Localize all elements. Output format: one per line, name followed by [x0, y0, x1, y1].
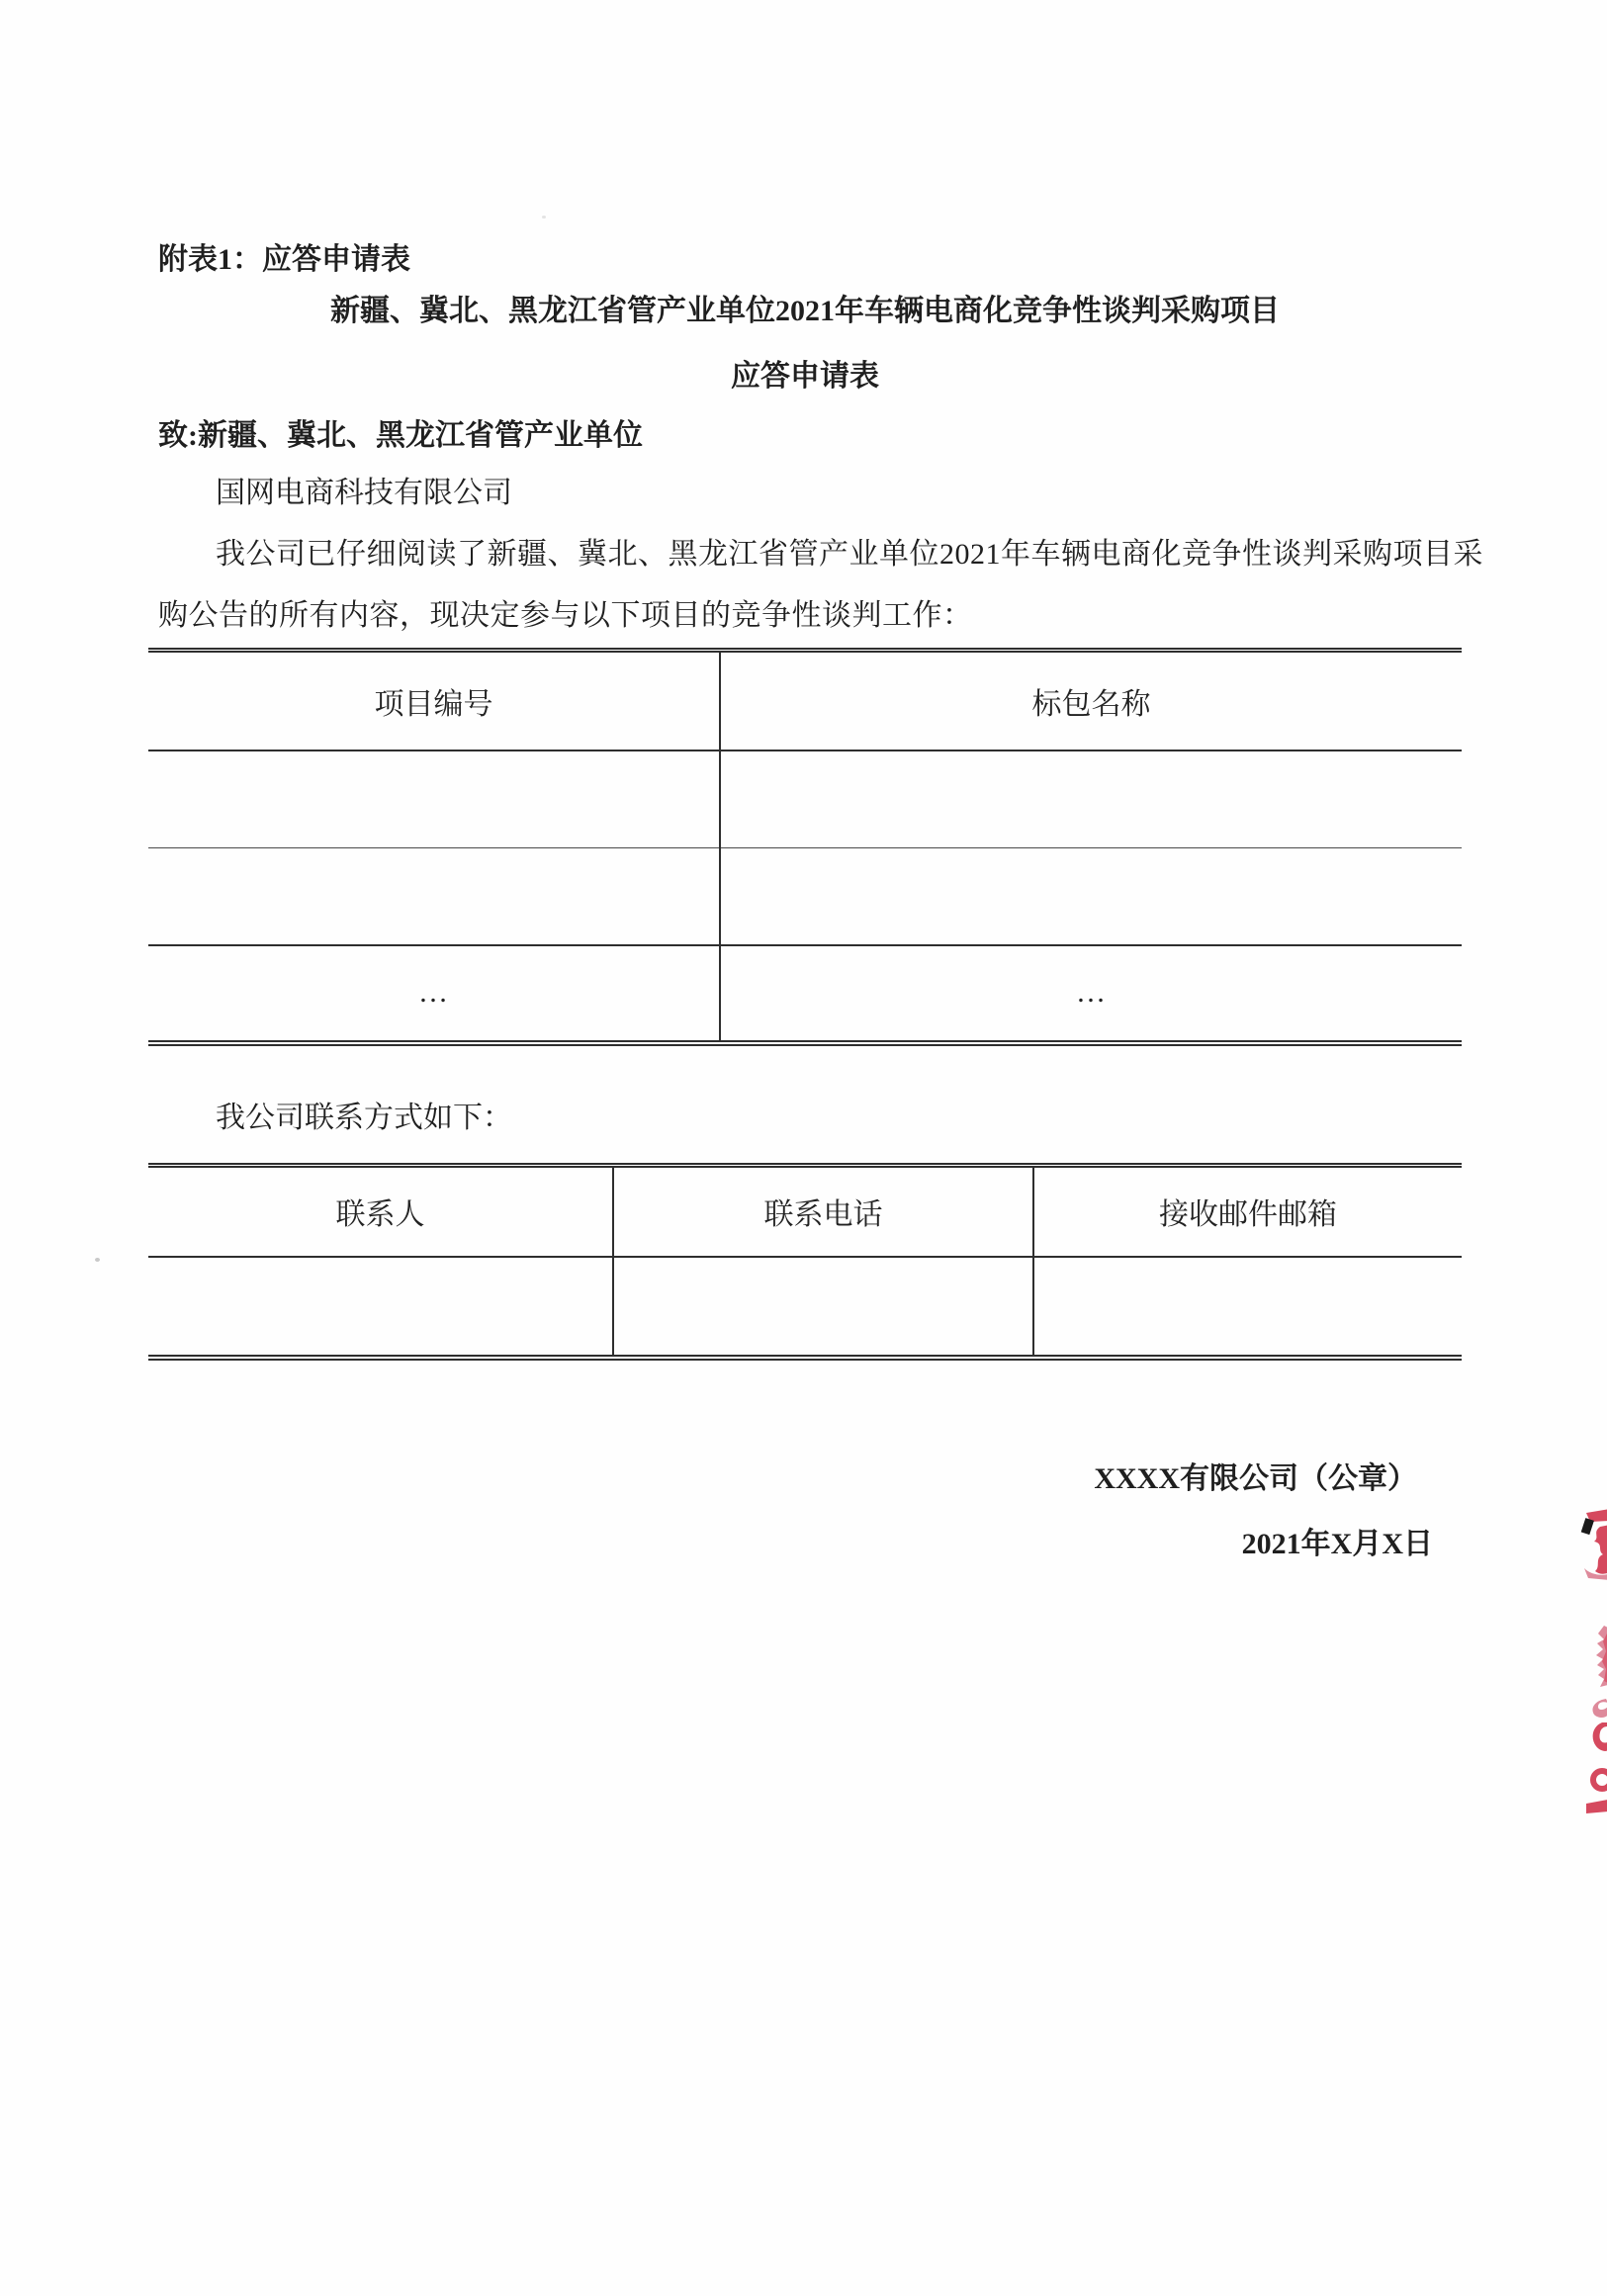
contact-phone-header: 联系电话 [613, 1166, 1033, 1257]
contact-phone-cell [613, 1257, 1033, 1358]
package-name-ellipsis-cell: … [1076, 976, 1107, 1009]
red-stamp-fragment-icon [1578, 1626, 1607, 1689]
scan-speck [542, 216, 546, 219]
red-stamp-fragment-icon [1578, 1699, 1607, 1752]
intro-paragraph-line2: 购公告的所有内容，现决定参与以下项目的竞争性谈判工作： [158, 599, 973, 632]
project-number-header: 项目编号 [148, 651, 720, 751]
signature-date-line: 2021年X月X日 [1241, 1528, 1433, 1560]
project-number-cell [148, 751, 720, 848]
red-stamp-fragment-icon [1570, 1509, 1607, 1580]
signature-company-line: XXXX有限公司（公章） [1094, 1462, 1417, 1495]
package-name-header: 标包名称 [1031, 687, 1151, 721]
project-number-ellipsis-cell: … [148, 945, 720, 1043]
contact-person-header: 联系人 [148, 1166, 613, 1257]
contact-email-header: 接收邮件邮箱 [1159, 1198, 1337, 1232]
contact-intro-line: 我公司联系方式如下： [216, 1102, 512, 1134]
annex-label: 附表1：应答申请表 [158, 243, 410, 276]
document-subtitle: 应答申请表 [731, 360, 879, 393]
table-row [148, 1257, 1462, 1358]
contact-table-header-row [148, 1166, 1462, 1257]
scan-speck [95, 1258, 100, 1262]
table-row [148, 751, 1462, 848]
intro-paragraph-line1: 我公司已仔细阅读了新疆、冀北、黑龙江省管产业单位2021年车辆电商化竞争性谈判采购项目采 [216, 538, 1483, 571]
package-name-cell [720, 848, 1462, 945]
red-stamp-fragment-icon [1582, 1768, 1607, 1815]
contact-table [148, 1163, 1462, 1361]
project-number-cell [148, 848, 720, 945]
project-table-header-row [148, 651, 1462, 751]
responder-company-line: 国网电商科技有限公司 [216, 477, 512, 509]
addressee-line: 致:新疆、冀北、黑龙江省管产业单位 [158, 419, 643, 452]
project-table [148, 648, 1462, 1046]
table-row [148, 848, 1462, 945]
document-title: 新疆、冀北、黑龙江省管产业单位2021年车辆电商化竞争性谈判采购项目 [330, 295, 1280, 327]
contact-person-cell [148, 1257, 613, 1358]
table-row [148, 945, 1462, 1043]
package-name-cell [720, 751, 1462, 848]
contact-email-cell [1033, 1257, 1462, 1358]
